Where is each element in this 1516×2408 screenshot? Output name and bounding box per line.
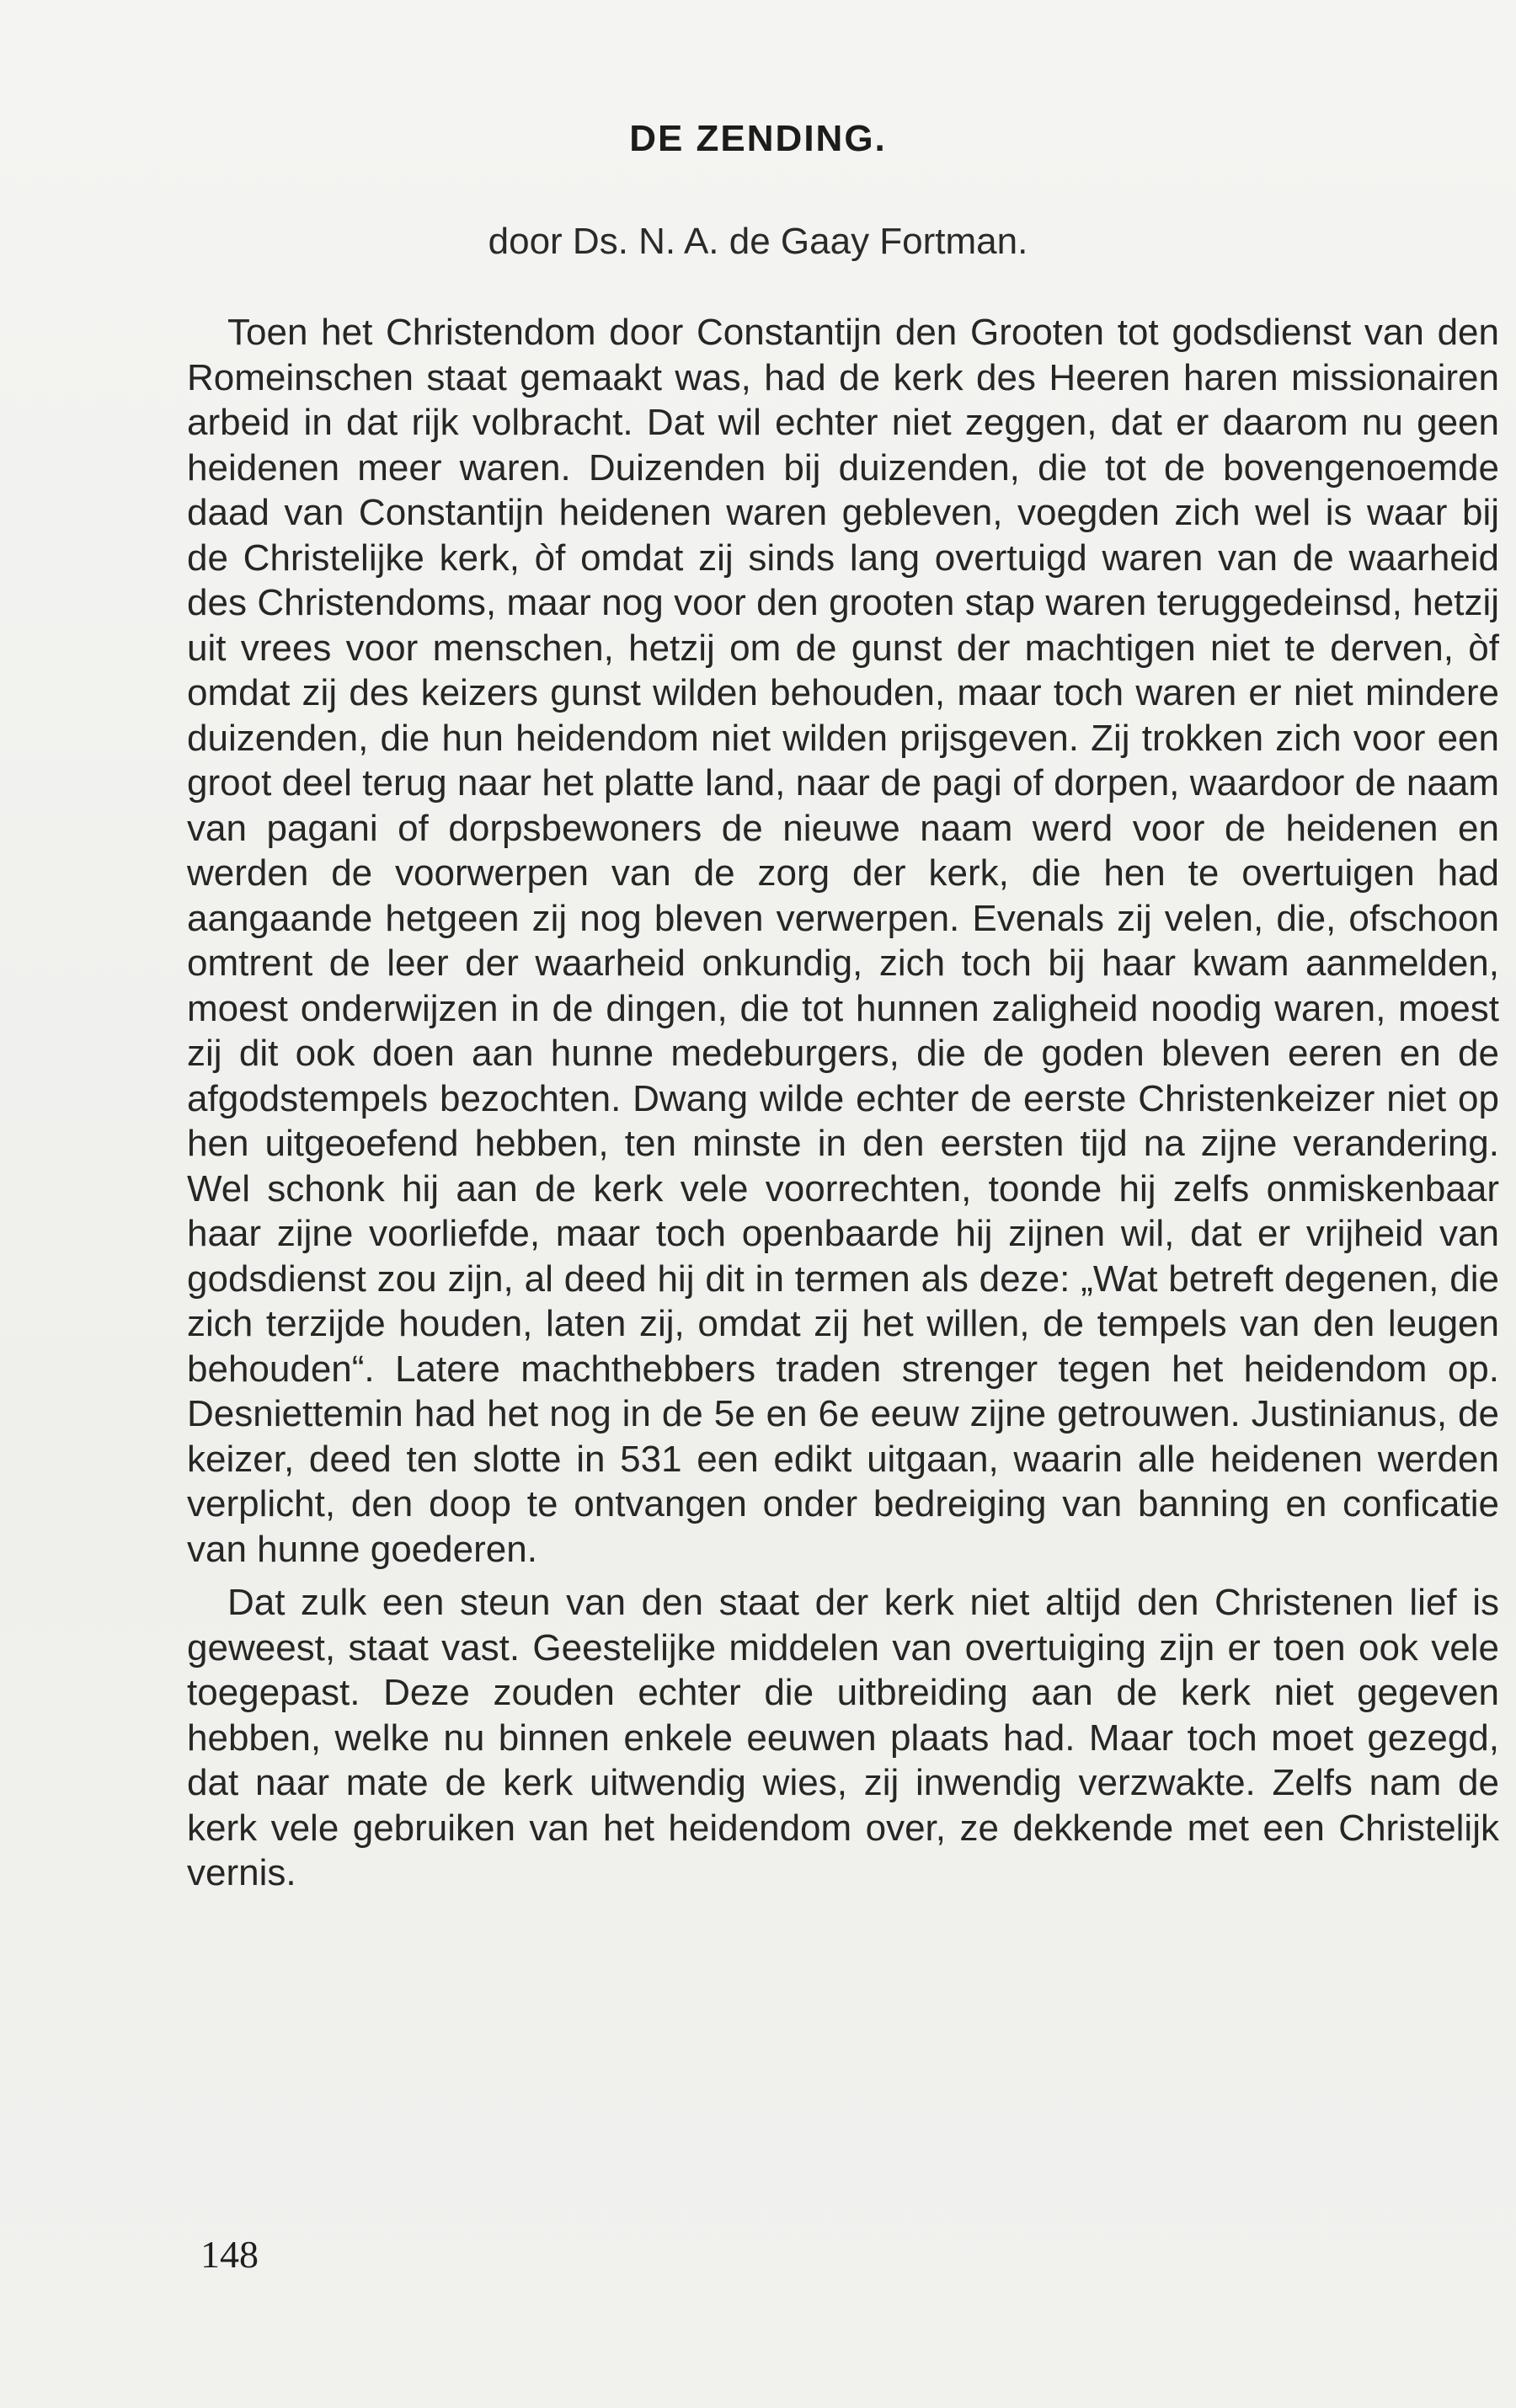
author-byline: door Ds. N. A. de Gaay Fortman. bbox=[488, 221, 1028, 262]
paragraph-2: Dat zulk een steun van den staat der kerk niet altijd den Christenen lief is geweest, staat vast. Geestelijke middelen van overtuiging zijn er toen ook vele toegepast. Deze zouden echter die uitbreiding aan de kerk niet gegeven hebben, welke nu binnen enkele eeuwen plaats had. Maar toch moet gezegd, dat naar mate de kerk uitwendig wies, zij inwendig verzwakte. Zelfs nam de kerk vele gebruiken van het heidendom over, ze dekkende met een Christelijk vernis. bbox=[187, 1582, 1499, 1893]
page-number: 148 bbox=[200, 2233, 259, 2276]
paragraph-1: Toen het Christendom door Constantijn den Grooten tot godsdienst van den Romeinschen staat gemaakt was, had de kerk des Heeren haren missionairen arbeid in dat rijk volbracht. Dat wil echter niet zeggen, dat er daarom nu geen heidenen meer waren. Duizenden bij duizenden, die tot de bovengenoemde daad van Constantijn heidenen waren gebleven, voegden zich wel is waar bij de Christelijke kerk, òf omdat zij sinds lang overtuigd waren van de waarheid des Christendoms, maar nog voor den grooten stap waren teruggedeinsd, hetzij uit vrees voor menschen, hetzij om de gunst der machtigen niet te derven, òf omdat zij des keizers gunst wilden behouden, maar toch waren er niet mindere duizenden, die hun heidendom niet wilden prijsgeven. Zij trokken zich voor een groot deel terug naar het platte land, naar de pagi of dorpen, waardoor de naam van pagani of dorpsbewoners de nieuwe naam werd voor de heidenen en werden de voorwerpen van de zorg der kerk, die hen te overtuigen had aangaande hetgeen zij nog bleven verwerpen. Evenals zij velen, die, ofschoon omtrent de leer der waarheid onkundig, zich toch bij haar kwam aanmelden, moest onderwijzen in de dingen, die tot hunnen zaligheid noodig waren, moest zij dit ook doen aan hunne medeburgers, die de goden bleven eeren en de afgodstempels bezochten. Dwang wilde echter de eerste Christenkeizer niet op hen uitgeoefend hebben, ten minste in den eersten tijd na zijne verandering. Wel schonk hij aan de kerk vele voorrechten, toonde hij zelfs onmiskenbaar haar zijne voorliefde, maar toch openbaarde hij zijnen wil, dat er vrijheid van godsdienst zou zijn, al deed hij dit in termen als deze: „Wat betreft degenen, die zich terzijde houden, laten zij, omdat zij het willen, de tempels van den leugen behouden“. Latere machthebbers traden strenger tegen het heidendom op. Desniettemin had het nog in de 5e en 6e eeuw zijne getrouwen. Justinianus, de keizer, deed ten slotte in 531 een edikt uitgaan, waarin alle heidenen werden verplicht, den doop te ontvangen onder bedreiging van banning en conficatie van hunne goederen. bbox=[187, 312, 1499, 1570]
page-title: DE ZENDING. bbox=[629, 118, 887, 159]
body-text bbox=[187, 310, 1499, 1896]
